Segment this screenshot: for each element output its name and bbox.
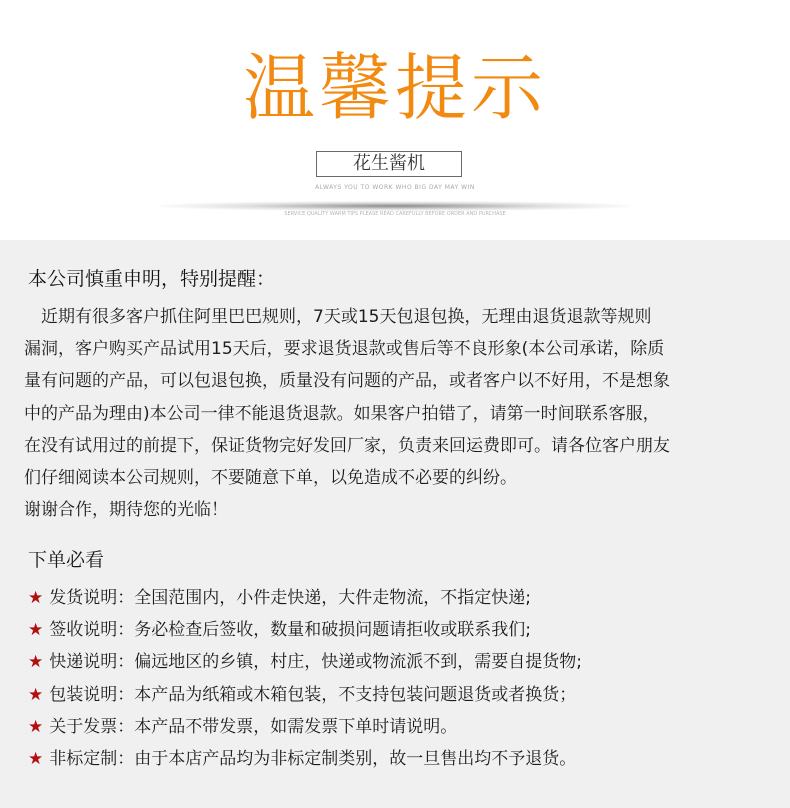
product-name-box: 花生酱机 (316, 151, 462, 177)
star-icon: ★ (28, 716, 44, 737)
star-icon: ★ (28, 652, 44, 673)
small-print: SERVICE QUALITY WARM TIPS PLEASE READ CAREFULLY BEFORE ORDER AND PURCHASE (284, 211, 506, 217)
list-item (28, 650, 768, 682)
list-item (28, 618, 768, 650)
star-icon: ★ (28, 588, 44, 608)
star-icon: ★ (28, 620, 44, 641)
rule-text: 非标定制：由于本店产品均为非标定制类别，故一旦售出均不予退货。 (49, 748, 577, 769)
tagline: ALWAYS YOU TO WORK WHO BIG DAY MAY WIN (315, 184, 475, 191)
rule-text: 关于发票：本产品不带发票，如需发票下单时请说明。 (49, 716, 458, 737)
notice-line: 中的产品为理由)本公司一律不能退货退款。如果客户拍错了，请第一时间联系客服， (24, 403, 660, 424)
notice-heading: 本公司慎重申明，特别提醒： (28, 268, 276, 290)
order-rules-list (28, 586, 768, 779)
notice-line: 近期有很多客户抓住阿里巴巴规则，7天或15天包退包换，无理由退货退款等规则 (24, 307, 652, 327)
notice-line: 漏洞，客户购买产品试用15天后，要求退货退款或售后等不良形象(本公司承诺，除质 (24, 339, 665, 360)
rule-text: 签收说明：务必检查后签收，数量和破损问题请拒收或联系我们; (49, 620, 531, 641)
rule-text: 快递说明：偏远地区的乡镇，村庄，快递或物流派不到，需要自提货物; (49, 652, 582, 673)
star-icon: ★ (28, 748, 44, 769)
page-title: 温馨提示 (242, 46, 547, 130)
list-item (28, 586, 768, 618)
list-item (28, 715, 768, 747)
notice-line: 量有问题的产品，可以包退包换，质量没有问题的产品，或者客户以不好用，不是想象 (24, 371, 670, 392)
header-section (0, 0, 790, 240)
rule-text: 包装说明：本产品为纸箱或木箱包装，不支持包装问题退货或者换货； (49, 684, 577, 705)
list-item (28, 683, 768, 715)
decorative-shadow-divider (160, 201, 630, 211)
notice-line: 在没有试用过的前提下，保证货物完好发回厂家，负责来回运费即可。请各位客户朋友 (24, 435, 670, 456)
star-icon: ★ (28, 684, 44, 705)
rule-text: 发货说明：全国范围内，小件走快递，大件走物流，不指定快递; (49, 588, 531, 608)
order-rules-heading: 下单必看 (28, 549, 105, 571)
thanks-text: 谢谢合作，期待您的光临！ (24, 500, 228, 520)
list-item (28, 747, 768, 779)
notice-line: 们仔细阅读本公司规则，不要随意下单，以免造成不必要的纠纷。 (24, 467, 517, 488)
notice-body (24, 301, 772, 494)
content-section (0, 240, 790, 808)
